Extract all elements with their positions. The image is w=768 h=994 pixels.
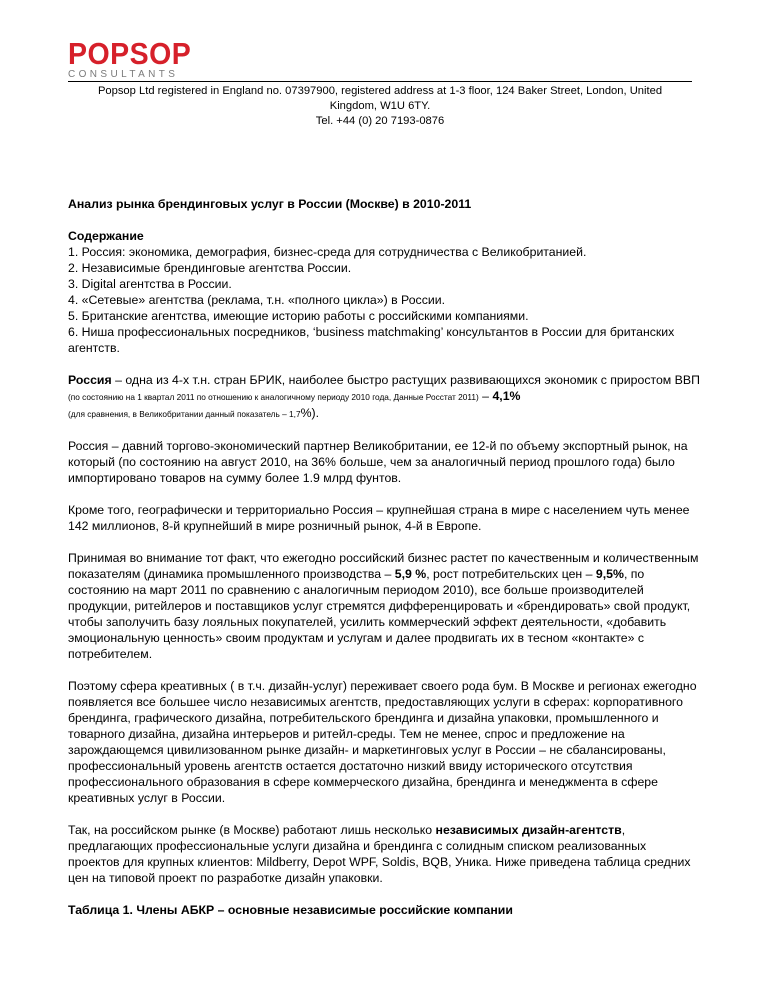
popsop-logo bbox=[68, 38, 202, 80]
paragraph-independent-agencies: Так, на российском рынке (в Москве) работают лишь несколько независимых дизайн-агентств, предлагающих профессиональные услуги дизайна и брендинга с солидным списком реализованных проектов для крупных клиентов: Mildberry, Depot WPF, Soldis, BQB, Уника. Ниже приведена таблица средних цен на типовой проект по разработке дизайн упаковки. bbox=[68, 823, 691, 885]
document-title: Анализ рынка брендинговых услуг в России (Москве) в 2010-2011 bbox=[68, 197, 472, 211]
gdp-value: 4,1% bbox=[492, 389, 521, 403]
bold-term: независимых дизайн-агентств bbox=[435, 823, 622, 837]
paragraph-trade-partner: Россия – давний торгово-экономический партнер Великобритании, ее 12-й по объему экспортный рынок, на который (по состоянию на август 2010, на 36% больше, чем за аналогичный период прошлого года) было импортировано товаров на сумму более 1.9 млрд фунтов. bbox=[68, 439, 688, 485]
toc-heading: Содержание bbox=[68, 229, 144, 243]
production-growth-value: 5,9 % bbox=[394, 567, 427, 581]
toc-item: 6. Ниша профессиональных посредников, ‘business matchmaking’ консультантов в России для британских агентств. bbox=[68, 325, 675, 355]
logo-subtitle: CONSULTANTS bbox=[68, 69, 179, 80]
toc-item: 2. Независимые брендинговые агентства России. bbox=[68, 261, 352, 275]
company-registration-header bbox=[68, 84, 692, 129]
registration-line: Popsop Ltd registered in England no. 07397900, registered address at 1-3 floor, 124 Baker Street, London, United bbox=[97, 85, 663, 97]
document-body bbox=[68, 196, 700, 918]
toc-item: 5. Британские агентства, имеющие историю работы с российскими компаниями. bbox=[68, 309, 529, 323]
paragraph-creative-sector: Поэтому сфера креативных ( в т.ч. дизайн-услуг) переживает своего рода бум. В Москве и регионах ежегодно появляется все большее число независимых агентств, предоставляющих услуги в сферах: корпоративного брендинга, графического дизайна, потребительского брендинга и дизайна упаковки, промышленного и товарного дизайна, дизайна интерьеров и ритейл-среды. Тем не менее, спрос и предложение на зарождающемся цивилизованном рынке дизайн- и маркетинговых услуг в России – не сбалансированы, профессиональный уровень агентств остается достаточно низкий ввиду исторического отсутствия профессионального образования в сфере коммерческого дизайна, брендинга и менеджмента в сфере креативных услуг в России. bbox=[68, 679, 697, 805]
paragraph-russia-gdp: Россия – одна из 4-х т.н. стран БРИК, наиболее быстро растущих развивающихся экономик с приростом ВВП (по состоянию на 1 квартал 2011 по отношению к аналогичному периоду 2010 года, Данные Росстат 2011) – 4,1% (для сравнения, в Великобритании данный показатель – 1,7%). bbox=[68, 373, 700, 420]
paragraph-geography: Кроме того, географически и территориально Россия – крупнейшая страна в мире с населением чуть менее 142 миллионов, 8-й крупнейший в мире розничный рынок, 4-й в Европе. bbox=[68, 503, 690, 533]
address-line: Kingdom, W1U 6TY. bbox=[329, 100, 431, 112]
logo-wordmark: POPSOP bbox=[68, 36, 192, 71]
phone-line: Tel. +44 (0) 20 7193-0876 bbox=[315, 115, 445, 127]
toc-item: 4. «Сетевые» агентства (реклама, т.н. «полного цикла») в России. bbox=[68, 293, 446, 307]
header-divider bbox=[68, 81, 692, 82]
bold-term: Россия bbox=[68, 373, 112, 387]
table-title: Таблица 1. Члены АБКР – основные независимые российские компании bbox=[68, 903, 513, 917]
toc-item: 1. Россия: экономика, демография, бизнес-среда для сотрудничества с Великобританией. bbox=[68, 245, 587, 259]
footnote-text: (по состоянию на 1 квартал 2011 по отношению к аналогичному периоду 2010 года, Данные Росстат 2011) bbox=[68, 392, 479, 402]
toc-item: 3. Digital агентства в России. bbox=[68, 277, 232, 291]
paragraph-business-growth: Принимая во внимание тот факт, что ежегодно российский бизнес растет по качественным и количественным показателям (динамика промышленного производства – 5,9 %, рост потребительских цен – 9,5%, по состоянию на март 2011 по сравнению с аналогичным периодом 2010), все больше производителей продукции, ритейлеров и поставщиков услуг стремятся дифференцировать и «брендировать» свой продукт, чтобы заполучить базу лояльных покупателей, усилить коммерческий эффект деятельности, «добавить эмоциональную ценность» своим продуктам и услугам и далее продвигать их в тесном «контакте» с потребителем. bbox=[68, 551, 699, 661]
footnote-text: (для сравнения, в Великобритании данный показатель – 1,7 bbox=[68, 409, 301, 419]
consumer-price-value: 9,5% bbox=[595, 567, 624, 581]
